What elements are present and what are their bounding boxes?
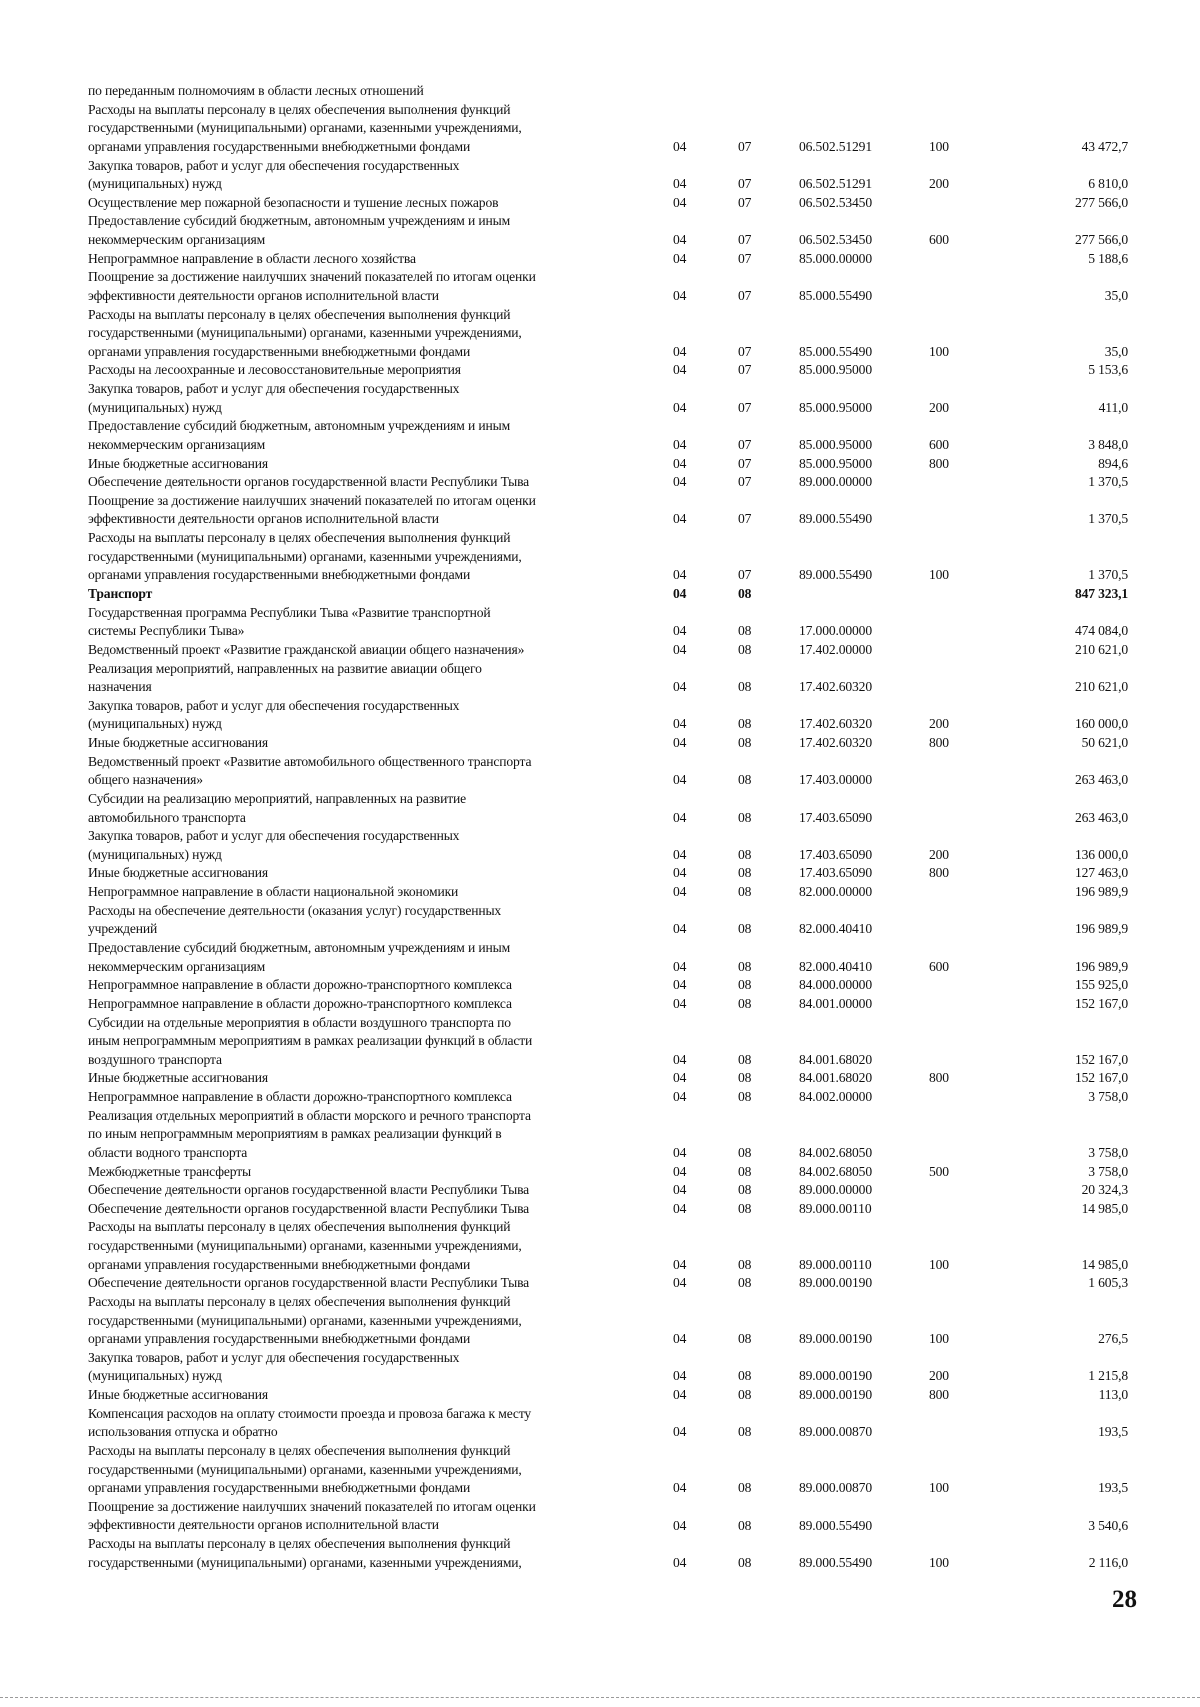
cell-name: Расходы на выплаты персоналу в целях обеспечения выполнения функций государственными (муниципальными) органами, казенными учреждениями, органами управления государственными внебюджетными фондами	[88, 1219, 522, 1272]
cell-rz: 04	[673, 586, 687, 601]
table-row	[88, 455, 1128, 474]
table-row	[88, 380, 1128, 417]
cell-pr: 08	[738, 586, 752, 601]
cell-pr: 08	[738, 921, 752, 937]
cell-name: Предоставление субсидий бюджетным, автономным учреждениям и иным некоммерческим организациям	[88, 213, 511, 247]
cell-name: Иные бюджетные ассигнования	[88, 455, 269, 471]
cell-pr: 08	[738, 1480, 752, 1496]
cell-csr: 84.002.00000	[799, 1089, 872, 1105]
cell-sum: 127 463,0	[1074, 865, 1128, 881]
cell-pr: 07	[738, 138, 752, 154]
cell-vr: 600	[929, 232, 949, 248]
cell-vr: 100	[929, 1480, 949, 1496]
table-row	[88, 1200, 1128, 1219]
table-row	[88, 790, 1128, 827]
cell-csr: 82.000.40410	[799, 921, 872, 937]
cell-sum: 263 463,0	[1074, 809, 1128, 825]
cell-name: Расходы на выплаты персоналу в целях обеспечения выполнения функций государственными (муниципальными) органами, казенными учреждениями, органами управления государственными внебюджетными фондами	[88, 1293, 522, 1347]
cell-pr: 08	[738, 679, 752, 695]
cell-pr: 08	[738, 1368, 752, 1384]
cell-rz: 04	[673, 958, 687, 974]
cell-name: Поощрение за достижение наилучших значений показателей по итогам оценки эффективности деятельности органов исполнительной власти	[88, 492, 536, 527]
cell-rz: 04	[673, 343, 687, 359]
cell-sum: 6 810,0	[1088, 176, 1128, 192]
cell-rz: 04	[673, 1517, 687, 1533]
cell-sum: 35,0	[1104, 343, 1128, 359]
cell-csr: 84.001.68020	[799, 1051, 872, 1067]
table-row	[88, 1014, 1128, 1070]
cell-vr: 100	[929, 567, 949, 583]
cell-pr: 08	[738, 772, 752, 788]
cell-name: Непрограммное направление в области дорожно-транспортного комплекса	[88, 977, 512, 993]
cell-csr: 84.002.68050	[799, 1163, 872, 1179]
cell-pr: 08	[738, 1554, 752, 1570]
cell-pr: 08	[738, 735, 752, 751]
table-row	[88, 361, 1128, 380]
cell-sum: 2 116,0	[1088, 1554, 1128, 1570]
cell-sum: 193,5	[1098, 1424, 1128, 1440]
cell-pr: 08	[738, 1144, 752, 1160]
cell-name: Расходы на выплаты персоналу в целях обеспечения выполнения функций государственными (муниципальными) органами, казенными учреждениями, органами управления государственными внебюджетными фондами	[88, 101, 522, 154]
cell-sum: 474 084,0	[1074, 623, 1128, 639]
cell-name: Иные бюджетные ассигнования	[88, 865, 269, 881]
cell-rz: 04	[673, 1387, 687, 1403]
table-row	[88, 1218, 1128, 1274]
cell-csr: 85.000.55490	[799, 287, 872, 303]
table-row	[88, 697, 1128, 734]
cell-rz: 04	[673, 1163, 687, 1179]
cell-pr: 08	[738, 1387, 752, 1403]
cell-csr: 17.402.00000	[799, 641, 872, 657]
cell-sum: 152 167,0	[1074, 1070, 1128, 1086]
cell-sum: 160 000,0	[1074, 716, 1128, 732]
table-row	[88, 976, 1128, 995]
cell-sum: 894,6	[1098, 455, 1128, 471]
cell-csr: 89.000.55490	[799, 511, 872, 527]
table-row	[88, 529, 1128, 585]
cell-sum: 196 989,9	[1074, 958, 1128, 974]
cell-vr: 200	[929, 846, 949, 862]
cell-rz: 04	[673, 250, 687, 266]
cell-rz: 04	[673, 1368, 687, 1384]
cell-csr: 06.502.53450	[799, 194, 872, 210]
cell-rz: 04	[673, 977, 687, 993]
cell-rz: 04	[673, 436, 687, 452]
table-row	[88, 1107, 1128, 1163]
cell-sum: 1 370,5	[1088, 474, 1128, 490]
cell-name: Обеспечение деятельности органов государственной власти Республики Тыва	[88, 1182, 530, 1198]
cell-csr: 84.002.68050	[799, 1144, 872, 1160]
cell-rz: 04	[673, 1144, 687, 1160]
cell-rz: 04	[673, 1424, 687, 1440]
table-row	[88, 641, 1128, 660]
table-row	[88, 212, 1128, 249]
cell-name: Непрограммное направление в области лесного хозяйства	[88, 250, 416, 266]
cell-sum: 14 985,0	[1081, 1256, 1128, 1272]
cell-name: Расходы на обеспечение деятельности (оказания услуг) государственных учреждений	[88, 902, 502, 937]
cell-csr: 89.000.00190	[799, 1275, 872, 1291]
cell-name: Осуществление мер пожарной безопасности и тушение лесных пожаров	[88, 194, 499, 210]
cell-csr: 17.403.65090	[799, 846, 872, 862]
cell-pr: 07	[738, 436, 752, 452]
cell-pr: 07	[738, 511, 752, 527]
cell-name: Непрограммное направление в области дорожно-транспортного комплекса	[88, 1089, 512, 1105]
table-row	[88, 1293, 1128, 1349]
cell-name: Предоставление субсидий бюджетным, автономным учреждениям и иным некоммерческим организациям	[88, 418, 511, 452]
cell-sum: 3 848,0	[1088, 436, 1128, 452]
cell-name: по переданным полномочиям в области лесных отношений	[88, 83, 424, 98]
cell-pr: 08	[738, 809, 752, 825]
cell-csr: 89.000.00110	[799, 1256, 872, 1272]
cell-rz: 04	[673, 1051, 687, 1067]
cell-pr: 08	[738, 1163, 752, 1179]
cell-rz: 04	[673, 287, 687, 303]
cell-vr: 100	[929, 138, 949, 154]
cell-sum: 196 989,9	[1074, 884, 1128, 900]
cell-pr: 07	[738, 567, 752, 583]
cell-sum: 152 167,0	[1074, 995, 1128, 1011]
cell-rz: 04	[673, 772, 687, 788]
cell-vr: 600	[929, 958, 949, 974]
table-row	[88, 939, 1128, 976]
cell-sum: 5 188,6	[1088, 250, 1128, 266]
cell-vr: 200	[929, 399, 949, 415]
cell-sum: 210 621,0	[1074, 679, 1128, 695]
cell-vr: 500	[929, 1163, 949, 1179]
cell-csr: 89.000.00000	[799, 474, 872, 490]
cell-name: Иные бюджетные ассигнования	[88, 1070, 269, 1086]
cell-name: Закупка товаров, работ и услуг для обеспечения государственных (муниципальных) нужд	[88, 828, 460, 862]
cell-vr: 100	[929, 1256, 949, 1272]
table-row	[88, 827, 1128, 864]
cell-name: Предоставление субсидий бюджетным, автономным учреждениям и иным некоммерческим организациям	[88, 939, 511, 974]
table-row	[88, 864, 1128, 883]
cell-sum: 136 000,0	[1074, 846, 1128, 862]
cell-name: Иные бюджетные ассигнования	[88, 1387, 269, 1403]
cell-name: Ведомственный проект «Развитие гражданской авиации общего назначения»	[88, 641, 525, 657]
cell-rz: 04	[673, 921, 687, 937]
cell-rz: 04	[673, 1480, 687, 1496]
table-row	[88, 1163, 1128, 1182]
cell-csr: 17.000.00000	[799, 623, 872, 639]
cell-pr: 08	[738, 1182, 752, 1198]
cell-pr: 07	[738, 455, 752, 471]
table-row	[88, 268, 1128, 305]
cell-pr: 08	[738, 958, 752, 974]
table-row	[88, 492, 1128, 529]
cell-sum: 1 605,3	[1088, 1275, 1128, 1291]
cell-sum: 1 370,5	[1088, 567, 1128, 583]
table-row	[88, 883, 1128, 902]
cell-sum: 43 472,7	[1081, 138, 1128, 154]
cell-pr: 07	[738, 232, 752, 248]
cell-name: Поощрение за достижение наилучших значений показателей по итогам оценки эффективности деятельности органов исполнительной власти	[88, 269, 536, 303]
cell-pr: 08	[738, 977, 752, 993]
cell-name: Ведомственный проект «Развитие автомобильного общественного транспорта общего назначения»	[88, 753, 532, 788]
table-row	[88, 1069, 1128, 1088]
cell-name: Иные бюджетные ассигнования	[88, 735, 269, 751]
cell-rz: 04	[673, 362, 687, 378]
cell-rz: 04	[673, 176, 687, 192]
cell-csr: 82.000.40410	[799, 958, 872, 974]
cell-pr: 08	[738, 1275, 752, 1291]
cell-name: Компенсация расходов на оплату стоимости проезда и провоза багажа к месту использования отпуска и обратно	[88, 1405, 532, 1440]
table-row	[88, 1349, 1128, 1386]
cell-csr: 85.000.55490	[799, 343, 872, 359]
cell-csr: 17.402.60320	[799, 735, 872, 751]
cell-name: Непрограммное направление в области национальной экономики	[88, 884, 459, 900]
table-row	[88, 902, 1128, 939]
cell-name: Обеспечение деятельности органов государственной власти Республики Тыва	[88, 474, 530, 490]
cell-name: Непрограммное направление в области дорожно-транспортного комплекса	[88, 995, 512, 1011]
cell-sum: 277 566,0	[1074, 232, 1128, 248]
cell-name: Закупка товаров, работ и услуг для обеспечения государственных (муниципальных) нужд	[88, 697, 460, 732]
cell-csr: 17.403.00000	[799, 772, 872, 788]
cell-csr: 17.403.65090	[799, 809, 872, 825]
table-row	[88, 1405, 1128, 1442]
cell-pr: 07	[738, 176, 752, 192]
cell-rz: 04	[673, 194, 687, 210]
cell-name: Транспорт	[88, 586, 153, 601]
cell-pr: 08	[738, 1089, 752, 1105]
cell-sum: 277 566,0	[1074, 194, 1128, 210]
cell-pr: 07	[738, 343, 752, 359]
cell-sum: 50 621,0	[1081, 735, 1128, 751]
cell-rz: 04	[673, 1331, 687, 1347]
cell-rz: 04	[673, 1554, 687, 1570]
cell-rz: 04	[673, 474, 687, 490]
cell-vr: 100	[929, 343, 949, 359]
table-row	[88, 604, 1128, 641]
cell-rz: 04	[673, 1089, 687, 1105]
cell-name: Реализация отдельных мероприятий в области морского и речного транспорта по иным непрограммным мероприятиям в рамках реализации функций в области водного транспорта	[88, 1107, 531, 1160]
table-row	[88, 734, 1128, 753]
cell-csr: 84.001.68020	[799, 1070, 872, 1086]
cell-pr: 07	[738, 250, 752, 266]
cell-vr: 100	[929, 1554, 949, 1570]
cell-rz: 04	[673, 455, 687, 471]
cell-rz: 04	[673, 716, 687, 732]
cell-sum: 1 370,5	[1088, 511, 1128, 527]
cell-csr: 06.502.53450	[799, 232, 872, 248]
cell-csr: 06.502.51291	[799, 176, 872, 192]
cell-vr: 200	[929, 1368, 949, 1384]
table-row	[88, 473, 1128, 492]
cell-csr: 89.000.00190	[799, 1368, 872, 1384]
cell-name: Поощрение за достижение наилучших значений показателей по итогам оценки эффективности деятельности органов исполнительной власти	[88, 1498, 536, 1533]
cell-pr: 07	[738, 194, 752, 210]
cell-csr: 89.000.00870	[799, 1424, 872, 1440]
cell-csr: 84.000.00000	[799, 977, 872, 993]
cell-rz: 04	[673, 884, 687, 900]
cell-csr: 89.000.55490	[799, 1554, 872, 1570]
table-row	[88, 995, 1128, 1014]
cell-rz: 04	[673, 567, 687, 583]
cell-csr: 89.000.00000	[799, 1182, 872, 1198]
table-row	[88, 1498, 1128, 1535]
cell-vr: 800	[929, 1387, 949, 1403]
cell-vr: 800	[929, 865, 949, 881]
cell-sum: 113,0	[1098, 1387, 1128, 1403]
cell-sum: 411,0	[1098, 399, 1128, 415]
cell-vr: 800	[929, 1070, 949, 1086]
cell-pr: 07	[738, 362, 752, 378]
cell-pr: 08	[738, 1517, 752, 1533]
cell-name: Обеспечение деятельности органов государственной власти Республики Тыва	[88, 1200, 530, 1216]
table-row	[88, 585, 1128, 604]
cell-pr: 07	[738, 287, 752, 303]
table-row	[88, 194, 1128, 213]
cell-pr: 07	[738, 399, 752, 415]
cell-csr: 89.000.00870	[799, 1480, 872, 1496]
cell-rz: 04	[673, 735, 687, 751]
cell-rz: 04	[673, 809, 687, 825]
cell-name: Расходы на выплаты персоналу в целях обеспечения выполнения функций государственными (муниципальными) органами, казенными учреждениями, органами управления государственными внебюджетными фондами	[88, 1442, 522, 1496]
cell-csr: 89.000.55490	[799, 567, 872, 583]
cell-name: Закупка товаров, работ и услуг для обеспечения государственных (муниципальных) нужд	[88, 381, 460, 415]
cell-csr: 85.000.95000	[799, 436, 872, 452]
cell-sum: 196 989,9	[1074, 921, 1128, 937]
table-row	[88, 1181, 1128, 1200]
cell-csr: 17.402.60320	[799, 716, 872, 732]
cell-rz: 04	[673, 1275, 687, 1291]
cell-pr: 08	[738, 865, 752, 881]
cell-csr: 89.000.00110	[799, 1200, 872, 1216]
cell-pr: 08	[738, 623, 752, 639]
cell-sum: 5 153,6	[1088, 362, 1128, 378]
cell-vr: 600	[929, 436, 949, 452]
cell-name: Межбюджетные трансферты	[88, 1163, 251, 1179]
cell-csr: 85.000.95000	[799, 399, 872, 415]
cell-rz: 04	[673, 232, 687, 248]
table-row	[88, 306, 1128, 362]
cell-rz: 04	[673, 846, 687, 862]
cell-csr: 89.000.55490	[799, 1517, 872, 1533]
cell-rz: 04	[673, 511, 687, 527]
cell-name: Расходы на лесоохранные и лесовосстановительные мероприятия	[88, 362, 461, 378]
cell-vr: 800	[929, 455, 949, 471]
table-row	[88, 1386, 1128, 1405]
cell-vr: 200	[929, 176, 949, 192]
table-row	[88, 660, 1128, 697]
cell-sum: 3 540,6	[1088, 1517, 1128, 1533]
cell-csr: 17.403.65090	[799, 865, 872, 881]
cell-csr: 89.000.00190	[799, 1331, 872, 1347]
cell-sum: 152 167,0	[1074, 1051, 1128, 1067]
cell-sum: 263 463,0	[1074, 772, 1128, 788]
cell-rz: 04	[673, 623, 687, 639]
cell-vr: 800	[929, 735, 949, 751]
cell-pr: 08	[738, 1200, 752, 1216]
cell-csr: 85.000.00000	[799, 250, 872, 266]
cell-sum: 14 985,0	[1081, 1200, 1128, 1216]
cell-rz: 04	[673, 1070, 687, 1086]
cell-name: Закупка товаров, работ и услуг для обеспечения государственных (муниципальных) нужд	[88, 1349, 460, 1384]
cell-csr: 89.000.00190	[799, 1387, 872, 1403]
cell-sum: 210 621,0	[1074, 641, 1128, 657]
page-number: 28	[1112, 1586, 1137, 1613]
cell-sum: 35,0	[1104, 287, 1128, 303]
cell-rz: 04	[673, 641, 687, 657]
table-row	[88, 1442, 1128, 1498]
cell-pr: 08	[738, 1256, 752, 1272]
table-row	[88, 1274, 1128, 1293]
cell-rz: 04	[673, 865, 687, 881]
cell-csr: 85.000.95000	[799, 362, 872, 378]
cell-rz: 04	[673, 1256, 687, 1272]
table-row	[88, 250, 1128, 269]
cell-rz: 04	[673, 1182, 687, 1198]
table-row	[88, 753, 1128, 790]
cell-sum: 847 323,1	[1074, 586, 1128, 601]
cell-pr: 08	[738, 1331, 752, 1347]
cell-csr: 84.001.00000	[799, 995, 872, 1011]
cell-csr: 85.000.95000	[799, 455, 872, 471]
cell-rz: 04	[673, 995, 687, 1011]
cell-sum: 193,5	[1098, 1480, 1128, 1496]
cell-pr: 08	[738, 716, 752, 732]
cell-name: Расходы на выплаты персоналу в целях обеспечения выполнения функций государственными (муниципальными) органами, казенными учреждениями, органами управления государственными внебюджетными фондами	[88, 530, 522, 583]
cell-rz: 04	[673, 679, 687, 695]
cell-sum: 20 324,3	[1081, 1182, 1128, 1198]
cell-sum: 276,5	[1098, 1331, 1128, 1347]
cell-vr: 100	[929, 1331, 949, 1347]
cell-name: Субсидии на реализацию мероприятий, направленных на развитие автомобильного транспорта	[88, 790, 466, 825]
table-row	[88, 157, 1128, 194]
cell-name: Обеспечение деятельности органов государственной власти Республики Тыва	[88, 1275, 530, 1291]
cell-sum: 3 758,0	[1088, 1163, 1128, 1179]
cell-rz: 04	[673, 399, 687, 415]
cell-pr: 08	[738, 884, 752, 900]
cell-sum: 155 925,0	[1074, 977, 1128, 993]
cell-pr: 08	[738, 1424, 752, 1440]
cell-csr: 06.502.51291	[799, 138, 872, 154]
table-row	[88, 101, 1128, 157]
cell-name: Субсидии на отдельные мероприятия в области воздушного транспорта по иным непрограммным мероприятиям в рамках реализации функций в области воздушного транспорта	[88, 1014, 533, 1067]
cell-csr: 82.000.00000	[799, 884, 872, 900]
table-row	[88, 1535, 1128, 1572]
cell-csr: 17.402.60320	[799, 679, 872, 695]
cell-name: Закупка товаров, работ и услуг для обеспечения государственных (муниципальных) нужд	[88, 157, 460, 192]
cell-name: Государственная программа Республики Тыва «Развитие транспортной системы Республики Тыва»	[88, 604, 491, 639]
scan-edge-divider	[0, 1697, 1200, 1698]
cell-pr: 08	[738, 995, 752, 1011]
table-row	[88, 1088, 1128, 1107]
cell-vr: 200	[929, 716, 949, 732]
cell-rz: 04	[673, 138, 687, 154]
cell-pr: 07	[738, 474, 752, 490]
cell-sum: 3 758,0	[1088, 1144, 1128, 1160]
cell-rz: 04	[673, 1200, 687, 1216]
cell-sum: 1 215,8	[1088, 1368, 1128, 1384]
cell-pr: 08	[738, 1070, 752, 1086]
cell-pr: 08	[738, 846, 752, 862]
table-row	[88, 417, 1128, 454]
cell-sum: 3 758,0	[1088, 1089, 1128, 1105]
cell-name: Реализация мероприятий, направленных на развитие авиации общего назначения	[88, 660, 482, 695]
cell-pr: 08	[738, 1051, 752, 1067]
cell-pr: 08	[738, 641, 752, 657]
table-row	[88, 82, 1128, 101]
cell-name: Расходы на выплаты персоналу в целях обеспечения выполнения функций государственными (муниципальными) органами, казенными учреждениями, органами управления государственными внебюджетными фондами	[88, 306, 522, 359]
cell-name: Расходы на выплаты персоналу в целях обеспечения выполнения функций государственными (муниципальными) органами, казенными учреждениями,	[88, 1536, 522, 1570]
